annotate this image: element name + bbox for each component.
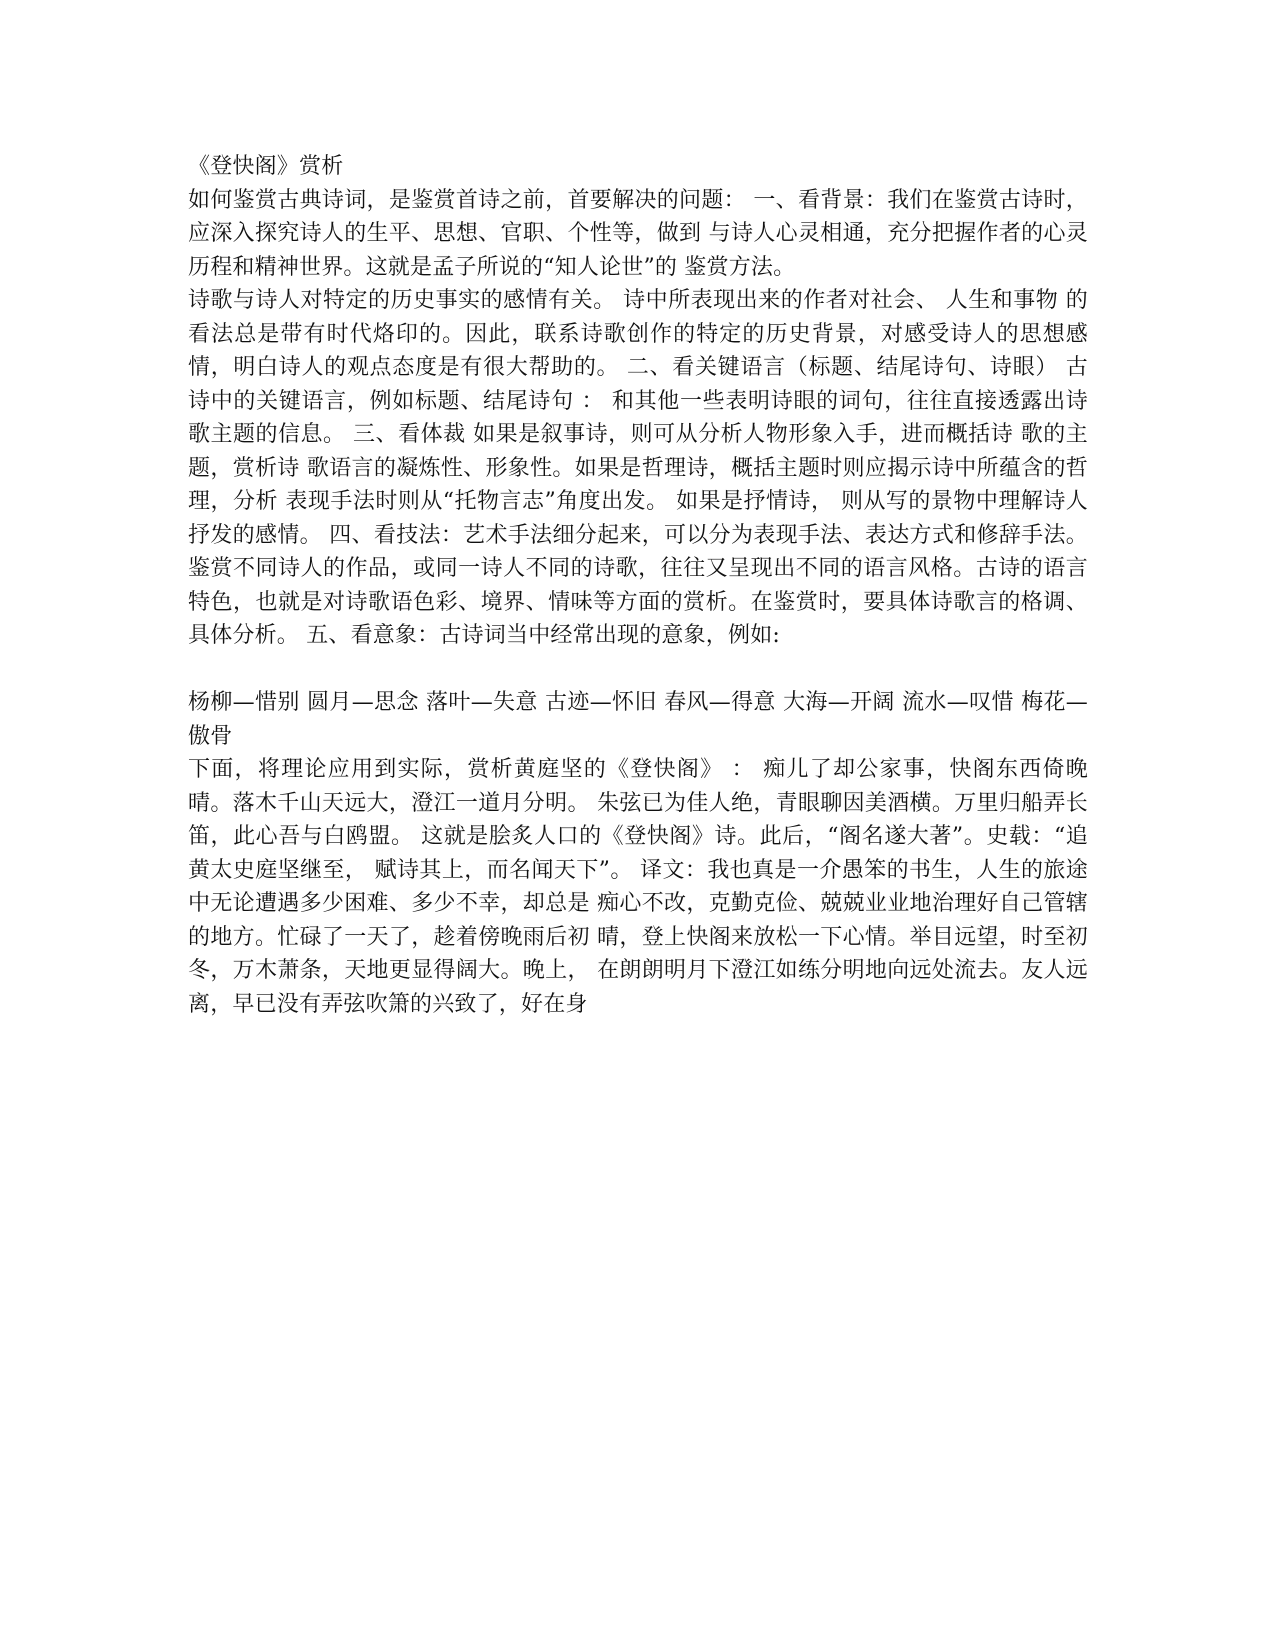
- paragraph-spacer: [188, 653, 1088, 687]
- paragraph-imagery-list: 杨柳—惜别 圆月—思念 落叶—失意 古迹—怀旧 春风—得意 大海—开阔 流水—叹惜 梅花—傲骨: [188, 690, 1088, 749]
- document-title: 《登快阁》赏析: [188, 154, 344, 179]
- paragraph-poem-analysis: 下面，将理论应用到实际，赏析黄庭坚的《登快阁》 ： 痴儿了却公家事，快阁东西倚晚晴。落木千山天远大，澄江一道月分明。 朱弦已为佳人绝，青眼聊因美酒横。万里归船弄长笛，此心吾与白鸥盟。 这就是脍炙人口的《登快阁》诗。此后，“阁名遂大著”。史载：“追黄太史庭坚继至， 赋诗其上，而名闻天下”。 译文：我也真是一介愚笨的书生，人生的旅途中无论遭遇多少困难、多少不幸，却总是 痴心不改，克勤克俭、兢兢业业地治理好自己管辖的地方。忙碌了一天了，趁着傍晚雨后初 晴，登上快阁来放松一下心情。举目远望，时至初冬，万木萧条，天地更显得阔大。晚上， 在朗朗明月下澄江如练分明地向远处流去。友人远离，早已没有弄弦吹箫的兴致了，好在身: [188, 757, 1088, 1017]
- paragraph-appreciation-methods: 如何鉴赏古典诗词，是鉴赏首诗之前，首要解决的问题： 一、看背景：我们在鉴赏古诗时，应深入探究诗人的生平、思想、官职、个性等，做到 与诗人心灵相通，充分把握作者的心灵历程和精神世界。这就是孟子所说的“知人论世”的 鉴赏方法。: [188, 187, 1088, 280]
- document-body: [188, 150, 1088, 1021]
- paragraph-background-and-techniques: 诗歌与诗人对特定的历史事实的感情有关。 诗中所表现出来的作者对社会、 人生和事物 的看法总是带有时代烙印的。因此，联系诗歌创作的特定的历史背景，对感受诗人的思想感 情，明白诗人的观点态度是有很大帮助的。 二、看关键语言（标题、结尾诗句、诗眼） 古诗中的关键语言，例如标题、结尾诗句 ： 和其他一些表明诗眼的词句，往往直接透露出诗歌主题的信息。 三、看体裁 如果是叙事诗，则可从分析人物形象入手，进而概括诗 歌的主题，赏析诗 歌语言的凝炼性、形象性。如果是哲理诗，概括主题时则应揭示诗中所蕴含的哲理，分析 表现手法时则从“托物言志”角度出发。 如果是抒情诗， 则从写的景物中理解诗人抒发的感情。 四、看技法：艺术手法细分起来，可以分为表现手法、表达方式和修辞手法。 鉴赏不同诗人的作品，或同一诗人不同的诗歌，往往又呈现出不同的语言风格。古诗的语言特色，也就是对诗歌语色彩、境界、情味等方面的赏析。在鉴赏时，要具体诗歌言的格调、 具体分析。 五、看意象：古诗词当中经常出现的意象，例如:: [188, 288, 1088, 648]
